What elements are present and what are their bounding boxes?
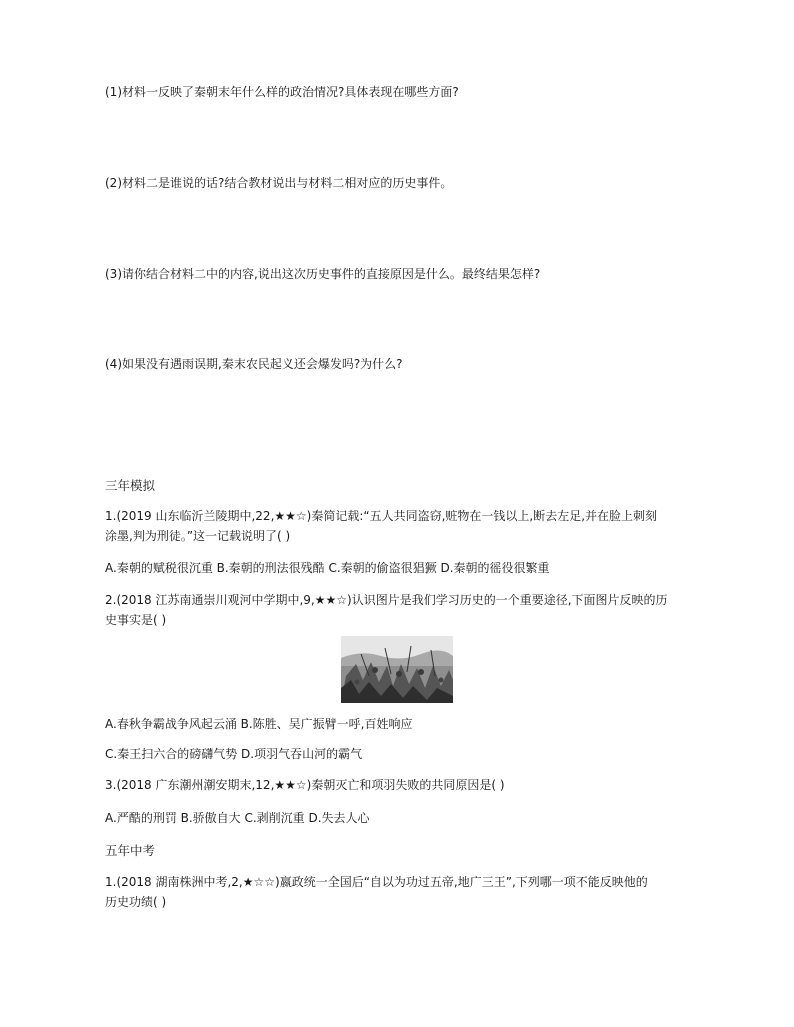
exam-q1-stem-line2: 历史功绩( ): [105, 895, 167, 909]
mock-q1-stem-line1: 1.(2019 山东临沂兰陵期中,22,★★☆)秦简记载:“五人共同盗窃,赃物在一钱以上,断去左足,并在脸上刺刻: [105, 509, 658, 523]
mock-q2-stem-line1: 2.(2018 江苏南通崇川观河中学期中,9,★★☆)认识图片是我们学习历史的一个重要途径,下面图片反映的历: [105, 593, 668, 607]
section-heading-five-year: 五年中考: [105, 843, 156, 858]
question-1-text: (1)材料一反映了秦朝末年什么样的政治情况?具体表现在哪些方面?: [105, 85, 459, 99]
mock-q2-options-line2: C.秦王扫六合的磅礴气势 D.项羽气吞山河的霸气: [105, 747, 363, 761]
exam-q1-stem-line1: 1.(2018 湖南株洲中考,2,★☆☆)嬴政统一全国后“自以为功过五帝,地广三王”,下列哪一项不能反映他的: [105, 875, 648, 889]
question-3-text: (3)请你结合材料二中的内容,说出这次历史事件的直接原因是什么。最终结果怎样?: [105, 267, 541, 281]
historical-battle-illustration: [341, 636, 453, 703]
question-4-text: (4)如果没有遇雨误期,秦末农民起义还会爆发吗?为什么?: [105, 357, 403, 371]
mock-q1-options: A.秦朝的赋税很沉重 B.秦朝的刑法很残酷 C.秦朝的偷盗很猖獗 D.秦朝的徭役很繁重: [105, 561, 550, 575]
section-heading-three-year: 三年模拟: [105, 478, 156, 493]
mock-q3-options: A.严酷的刑罚 B.骄傲自大 C.剥削沉重 D.失去人心: [105, 811, 370, 825]
mock-q2-stem-line2: 史事实是( ): [105, 613, 167, 627]
mock-q3-stem: 3.(2018 广东潮州潮安期末,12,★★☆)秦朝灭亡和项羽失败的共同原因是( ): [105, 778, 505, 792]
mock-q1-stem-line2: 涂墨,判为刑徒。”这一记载说明了( ): [105, 529, 291, 543]
question-2-text: (2)材料二是谁说的话?结合教材说出与材料二相对应的历史事件。: [105, 176, 453, 190]
mock-q2-options-line1: A.春秋争霸战争风起云涌 B.陈胜、吴广振臂一呼,百姓响应: [105, 717, 413, 731]
